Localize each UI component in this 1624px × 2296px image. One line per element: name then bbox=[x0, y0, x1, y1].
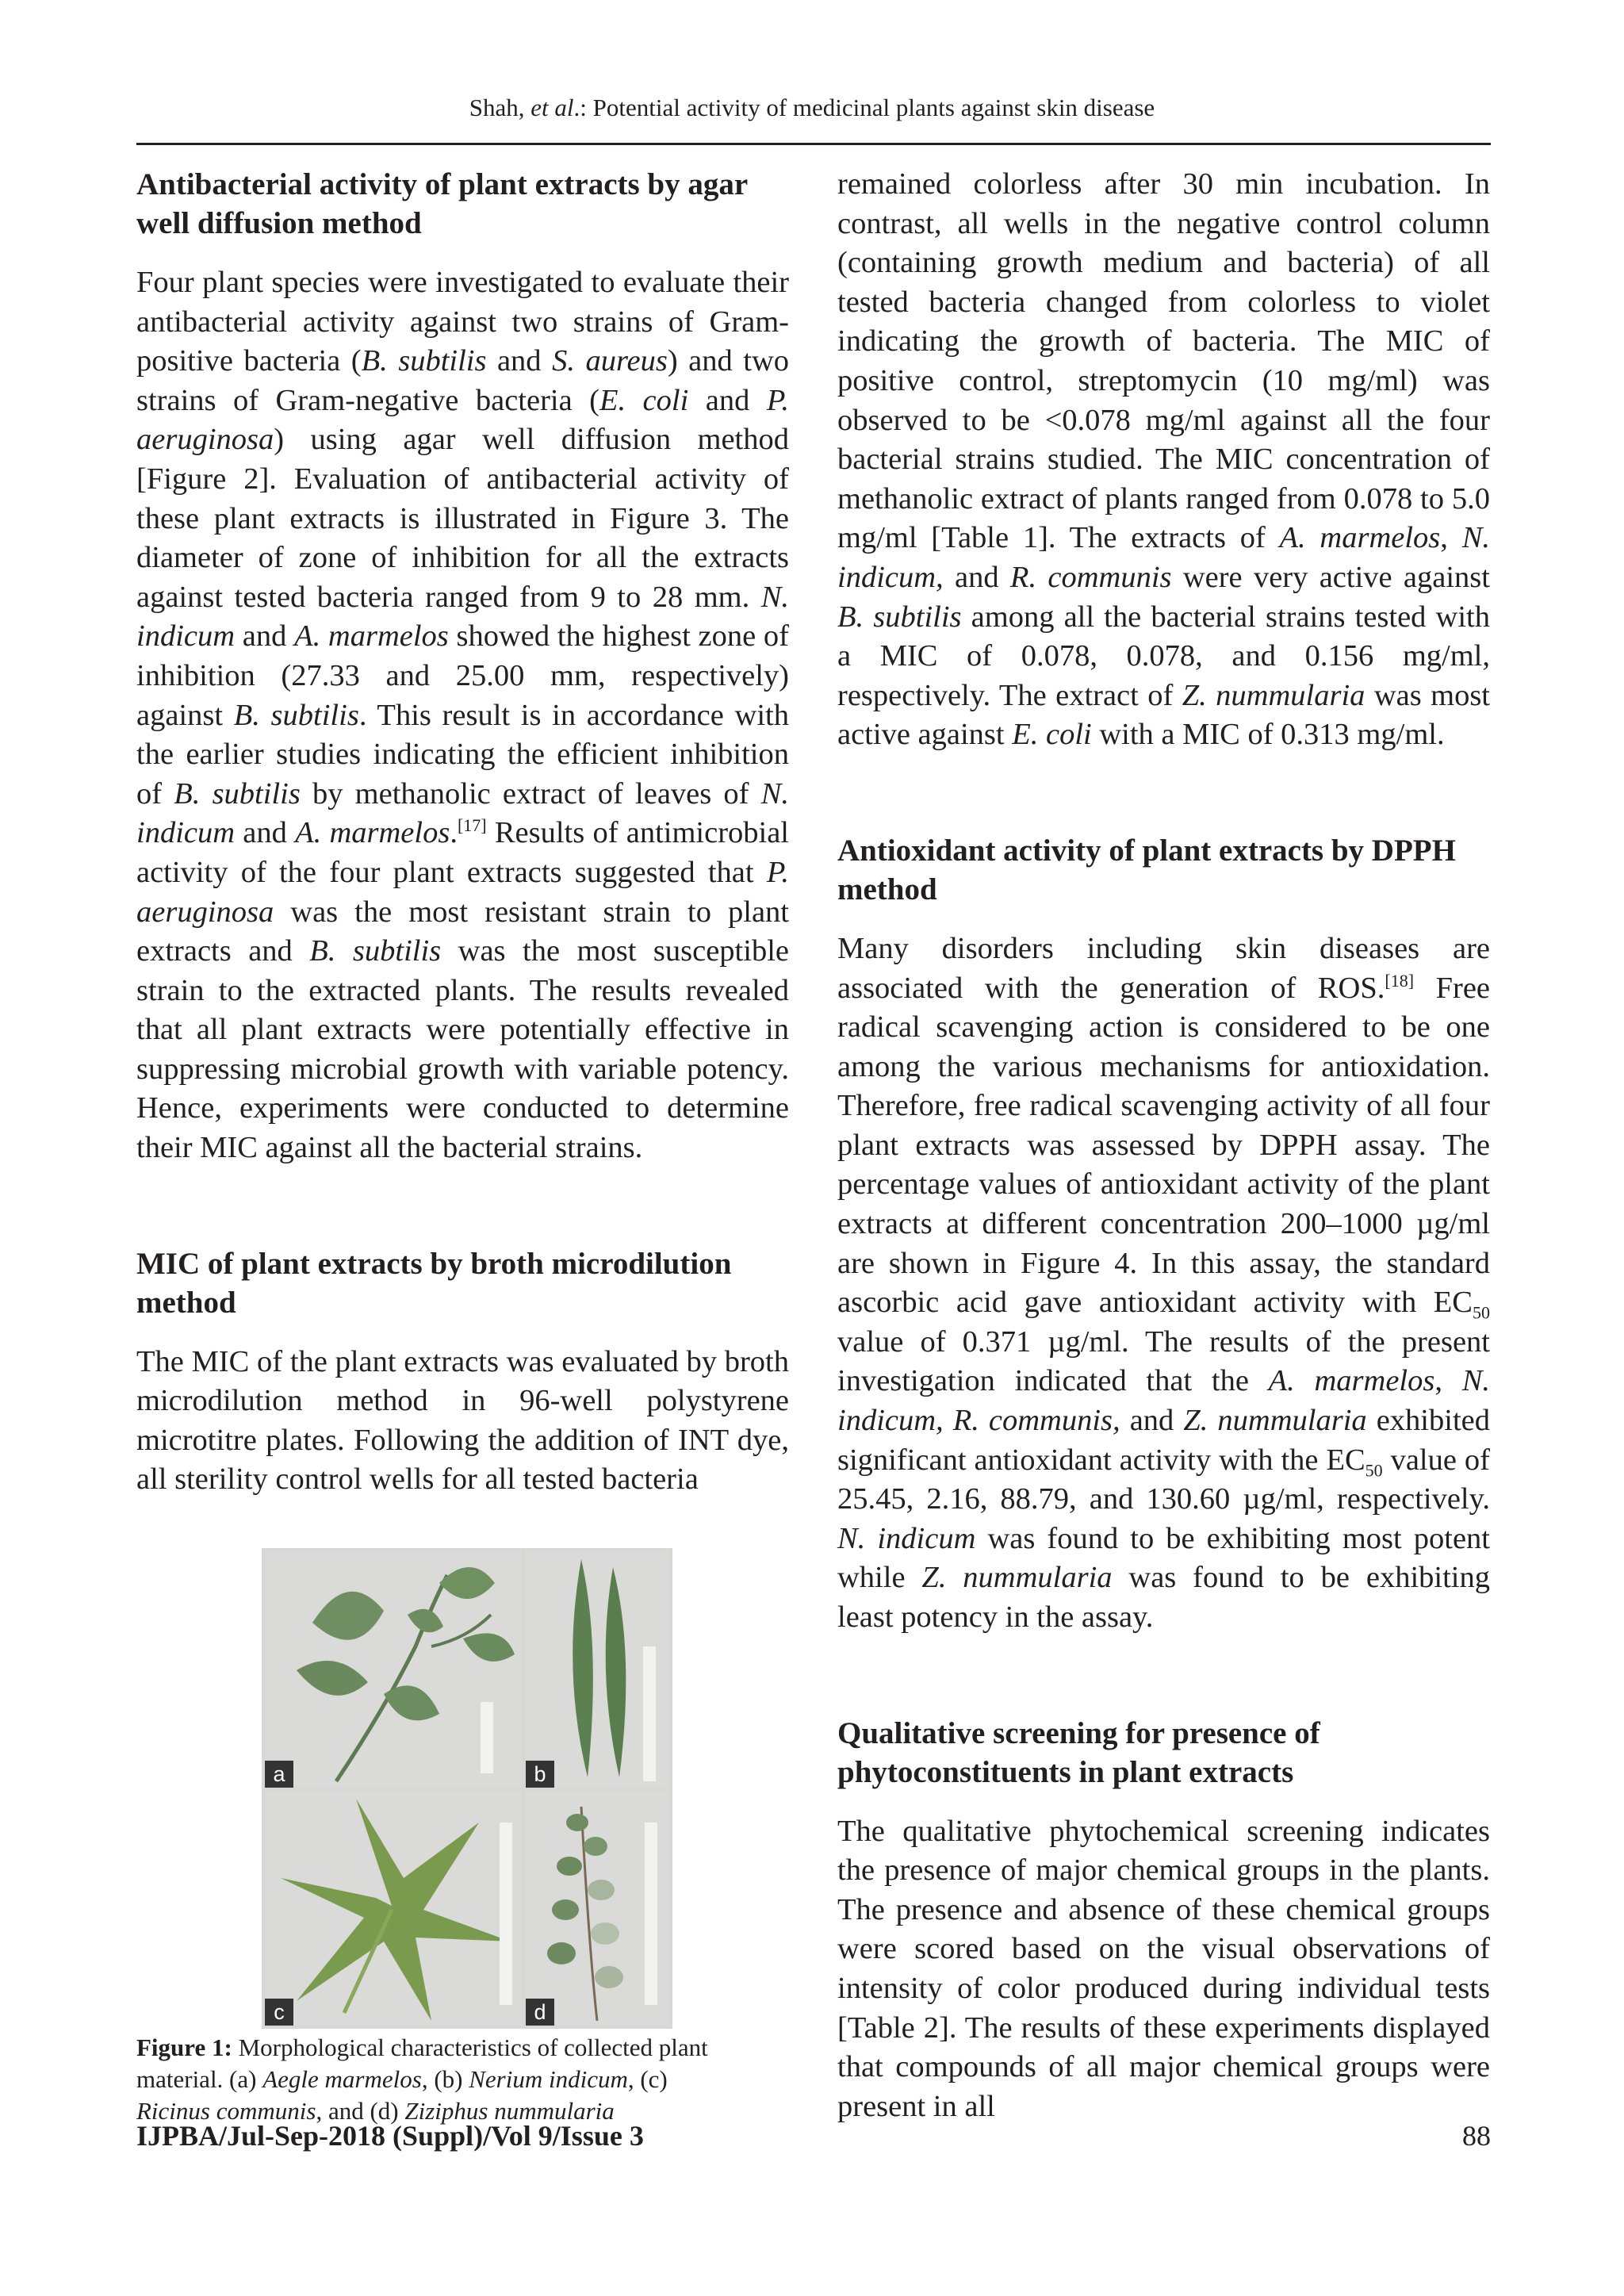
paragraph-phytoconstituents: The qualitative phytochemical screening indicates the presence of major chemical groups in the plants. The presence and absence of these chemical groups were scored based on the visual observations of intensity of color produced during individual tests [Table 2]. The results of these experiments displayed that compounds of all major chemical groups were present in all bbox=[837, 1814, 1490, 2123]
paragraph-dpph: Many disorders including skin diseases are associated with the generation of ROS.[18] Free radical scavenging action is considered to be one among the various mechanisms for antioxidation. Therefore, free radical scavenging activity of all four plant extracts was assessed by DPPH assay. The percentage values of antioxidant activity of the plant extracts at different concentration 200–1000 µg/ml are shown in Figure 4. In this assay, the standard ascorbic acid gave antioxidant activity with $EC_{50}$ value of 0.371 µg/ml. The results of the present investigation indicated that the A. marmelos, N. indicum, R. communis, and Z. nummularia exhibited significant antioxidant activity with the $EC_{50}$ value of 25.45, 2.16, 88.79, and 130.60 µg/ml, respectively. N. indicum was found to be exhibiting most potent while Z. nummularia was found to be exhibiting least potency in the assay. bbox=[837, 931, 1491, 1634]
leaf-illustration-b bbox=[526, 1551, 669, 1788]
figure-1-plant-photos bbox=[262, 1548, 672, 2029]
panel-a-aegle-marmelos bbox=[265, 1551, 522, 1788]
running-head-authors: Shah, bbox=[469, 94, 531, 121]
section-title-dpph: Antioxidant activity of plant extracts by DPPH method bbox=[837, 833, 1456, 907]
panel-d-ziziphus-nummularia bbox=[526, 1791, 669, 2026]
footer-journal-citation: IJPBA/Jul-Sep-2018 (Suppl)/Vol 9/Issue 3 bbox=[136, 2120, 644, 2152]
panel-label-c: c bbox=[265, 1999, 293, 2026]
leaf-illustration-d bbox=[526, 1791, 669, 2026]
citation-18: [18] bbox=[1385, 970, 1415, 991]
running-head-etal: et al bbox=[530, 94, 574, 121]
running-head-title: .: Potential activity of medicinal plants against skin disease bbox=[573, 94, 1155, 121]
paragraph-mic-part1: The MIC of the plant extracts was evaluated by broth microdilution method in 96-well polystyrene microtitre plates. Following the addition of INT dye, all sterility control wells for all tested bacteria bbox=[136, 1344, 789, 1497]
paragraph-mic-part2: remained colorless after 30 min incubation. In contrast, all wells in the negative control column (containing growth medium and bacteria) of all tested bacteria changed from colorless to violet indicating the growth of bacteria. The MIC of positive control, streptomycin (10 mg/ml) was observed to be <0.078 mg/ml against all the four bacterial strains studied. The MIC concentration of methanolic extract of plants ranged from 0.078 to 5.0 mg/ml [Table 1]. The extracts of A. marmelos, N. indicum, and R. communis were very active against B. subtilis among all the bacterial strains tested with a MIC of 0.078, 0.078, and 0.156 mg/ml, respectively. The extract of Z. nummularia was most active against E. coli with a MIC of 0.313 mg/ml. bbox=[837, 167, 1490, 752]
panel-label-b: b bbox=[526, 1761, 554, 1788]
section-title-agar-well: Antibacterial activity of plant extracts by agar well diffusion method bbox=[136, 167, 748, 240]
section-title-phytoconstituents: Qualitative screening for presence of phytoconstituents in plant extracts bbox=[837, 1715, 1320, 1789]
figure-1-label: Figure 1: bbox=[136, 2033, 232, 2061]
figure-1-caption: Figure 1: Morphological characteristics of collected plant material. (a) Aegle marmelos, (b) Nerium indicum, (c) Ricinus communis, and (d) Ziziphus nummularia bbox=[136, 2033, 708, 2125]
citation-17: [17] bbox=[457, 815, 487, 836]
section-title-mic: MIC of plant extracts by broth microdilution method bbox=[136, 1246, 732, 1320]
panel-label-d: d bbox=[526, 1999, 554, 2026]
panel-b-nerium-indicum bbox=[526, 1551, 669, 1788]
panel-label-a: a bbox=[265, 1761, 293, 1788]
running-head bbox=[0, 94, 1624, 122]
leaf-illustration-a bbox=[265, 1551, 522, 1788]
header-rule bbox=[136, 143, 1491, 145]
left-column bbox=[136, 165, 789, 1500]
paragraph-agar-well: Four plant species were investigated to evaluate their antibacterial activity against two strains of Gram-positive bacteria (B. subtilis and S. aureus) and two strains of Gram-negative bacteria (E. coli and P. aeruginosa) using agar well diffusion method [Figure 2]. Evaluation of antibacterial activity of these plant extracts is illustrated in Figure 3. The diameter of zone of inhibition for all the extracts against tested bacteria ranged from 9 to 28 mm. N. indicum and A. marmelos showed the highest zone of inhibition (27.33 and 25.00 mm, respectively) against B. subtilis. This result is in accordance with the earlier studies indicating the efficient inhibition of B. subtilis by methanolic extract of leaves of N. indicum and A. marmelos.[17] Results of antimicrobial activity of the four plant extracts suggested that P. aeruginosa was the most resistant strain to plant extracts and B. subtilis was the most susceptible strain to the extracted plants. The results revealed that all plant extracts were potentially effective in suppressing microbial growth with variable potency. Hence, experiments were conducted to determine their MIC against all the bacterial strains. bbox=[136, 266, 790, 1165]
leaf-illustration-c bbox=[265, 1791, 522, 2026]
right-column bbox=[837, 165, 1490, 2126]
panel-c-ricinus-communis bbox=[265, 1791, 522, 2026]
footer-page-number: 88 bbox=[1462, 2120, 1491, 2152]
